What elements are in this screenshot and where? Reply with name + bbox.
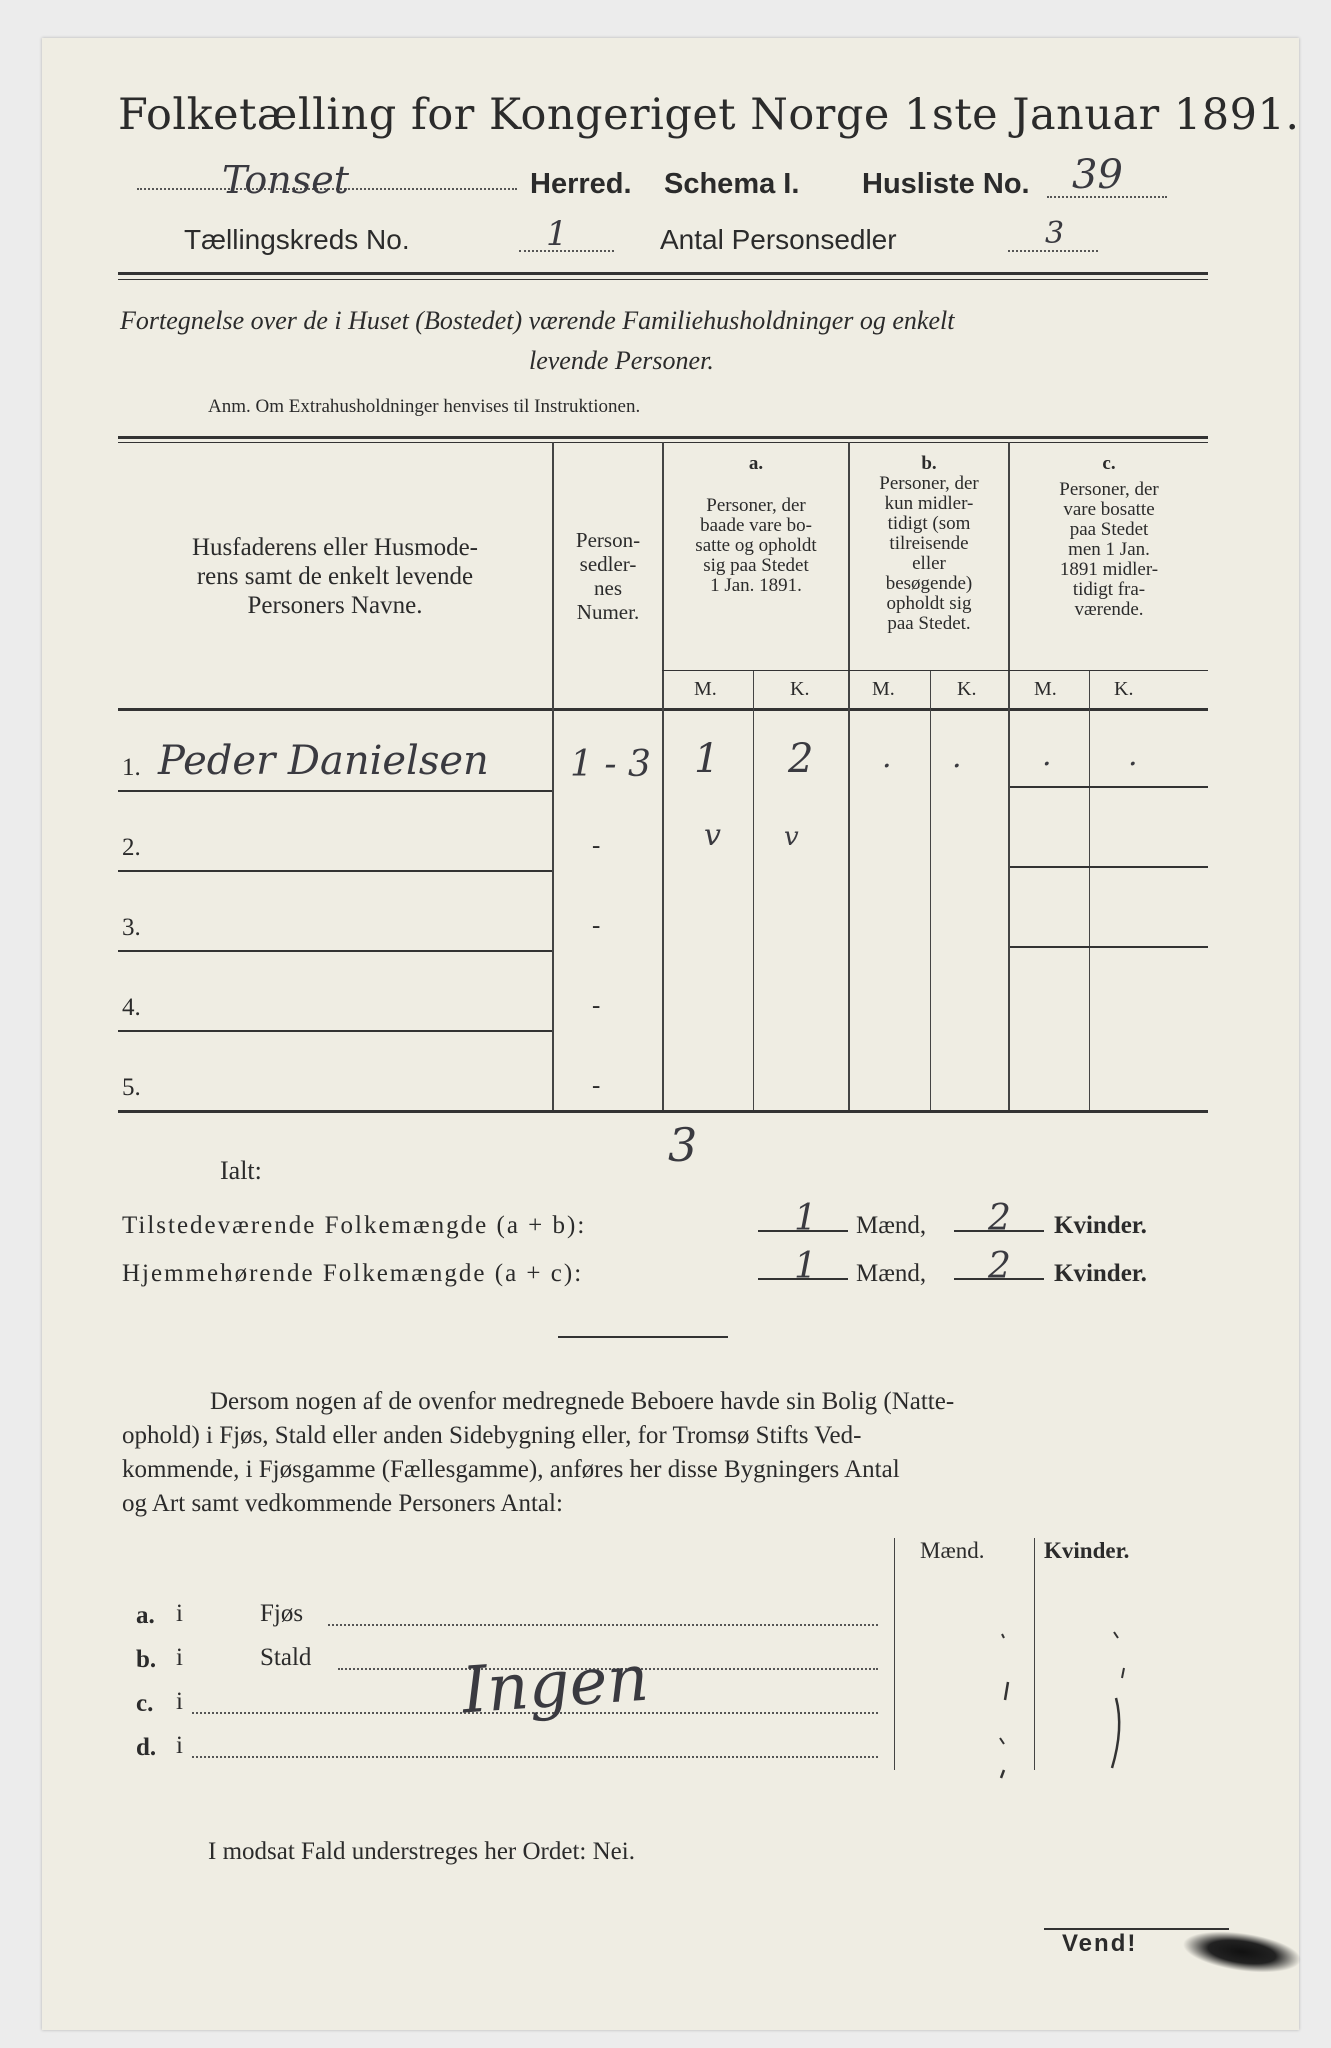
row-2-a-k: v (784, 822, 799, 852)
c-k-label: K. (1114, 678, 1134, 700)
intro-line-2: levende Personer. (529, 346, 714, 375)
bottom-handwritten-ingen: Ingen (459, 1641, 651, 1729)
personsedler-label: Antal Personsedler (660, 224, 897, 255)
bottom-note: I modsat Fald understreges her Ordet: Nei. (208, 1838, 635, 1865)
anm-note: Anm. Om Extrahusholdninger henvises til Instruktionen. (208, 396, 641, 417)
herred-value: Tonset (222, 158, 350, 202)
row-line-c3 (1010, 946, 1208, 948)
tilst-k-value: 2 (988, 1198, 1011, 1239)
schema-label: Schema I. (664, 168, 800, 200)
husliste-value: 39 (1072, 152, 1123, 198)
bottom-row-d-i: i (176, 1732, 183, 1759)
a-m-label: M. (694, 678, 717, 700)
kreds-label: Tællingskreds No. (184, 224, 410, 255)
row-2-a-m: v (704, 818, 721, 853)
mk-row-rule (662, 670, 1208, 671)
table-bottom-rule (118, 1110, 1208, 1113)
vend-label: Vend! (1062, 1930, 1138, 1957)
tilst-m-value: 1 (794, 1198, 817, 1239)
ialt-label: Ialt: (220, 1156, 262, 1185)
b-m-label: M. (872, 678, 895, 700)
c-m-label: M. (1034, 678, 1057, 700)
row-1-b-m: . (882, 740, 892, 775)
bottom-row-a-label: Fjøs (260, 1600, 304, 1627)
bottom-para-1: Dersom nogen af de ovenfor medregnede Beboere havde sin Bolig (Natte- (210, 1388, 955, 1415)
personsedler-value: 3 (1045, 216, 1065, 251)
row-1-number: 1. (122, 754, 141, 781)
row-3-num: - (592, 912, 601, 939)
row-1-name: Peder Danielsen (158, 738, 489, 784)
row-line-4 (118, 1030, 552, 1032)
row-5-number: 5. (122, 1074, 141, 1101)
row-4-num: - (592, 992, 601, 1019)
kreds-value: 1 (546, 214, 568, 254)
row-2-number: 2. (122, 834, 141, 861)
bottom-para-3: kommende, i Fjøsgamme (Fællesgamme), anføres her disse Bygningers Antal (122, 1456, 900, 1483)
col-divider-a-mk (753, 670, 754, 1110)
row-1-num: 1 - 3 (570, 744, 651, 785)
col-divider-c-mk (1089, 670, 1090, 1110)
col-header-num: Person- sedler- nes Numer. (575, 528, 641, 624)
census-form-page (42, 38, 1299, 2030)
bottom-row-d-dots (192, 1756, 878, 1758)
row-1-a-m: 1 (694, 736, 720, 782)
bottom-row-b-letter: b. (136, 1646, 157, 1673)
hjem-maend: Mænd, (856, 1260, 927, 1287)
bottom-para-2: ophold) i Fjøs, Stald eller anden Sidebygning eller, for Tromsø Stifts Ved- (122, 1422, 862, 1449)
bottom-row-a-i: i (176, 1600, 183, 1627)
bottom-row-a-dots (328, 1624, 878, 1626)
b-k-label: K. (957, 678, 977, 700)
col-divider-b-mk (930, 670, 931, 1110)
bottom-row-b-label: Stald (260, 1644, 312, 1671)
bottom-col-kvinder: Kvinder. (1044, 1538, 1130, 1563)
hjem-k-value: 2 (988, 1246, 1011, 1287)
row-line-c1 (1010, 786, 1208, 788)
bottom-row-d-letter: d. (136, 1734, 157, 1761)
header-rule-top (118, 272, 1208, 275)
bottom-divider-1 (894, 1538, 895, 1770)
bottom-para-4: og Art samt vedkommende Personers Antal: (122, 1490, 563, 1517)
tilst-label: Tilstedeværende Folkemængde (a + b): (122, 1212, 587, 1239)
a-k-label: K. (790, 678, 810, 700)
intro-line-1: Fortegnelse over de i Huset (Bostedet) værende Familiehusholdninger og enkelt (120, 306, 955, 335)
table-top-rule (118, 436, 1208, 439)
bottom-tally-marks (932, 1628, 1152, 1788)
col-header-name: Husfaderens eller Husmode- rens samt de enkelt levende Personers Navne. (191, 534, 478, 619)
col-header-b: b. Personer, der kun midler- tidigt (som tilreisende eller besøgende) opholdt sig paa Stedet. (879, 453, 979, 634)
bottom-row-a-letter: a. (136, 1602, 155, 1629)
row-1-c-m: . (1042, 738, 1052, 773)
ialt-value: 3 (668, 1118, 698, 1172)
col-header-c: c. Personer, der vare bosatte paa Stedet men 1 Jan. 1891 midler- tidigt fra- værende. (1059, 453, 1159, 620)
hjem-label: Hjemmehørende Folkemængde (a + c): (122, 1260, 584, 1287)
hjem-m-value: 1 (794, 1246, 817, 1287)
row-line-1 (118, 790, 552, 792)
herred-label: Herred. (530, 168, 632, 200)
row-3-number: 3. (122, 914, 141, 941)
tilst-maend: Mænd, (856, 1212, 927, 1239)
row-line-c2 (1010, 866, 1208, 868)
row-1-a-k: 2 (788, 736, 814, 782)
row-1-b-k: . (952, 740, 962, 775)
section-divider (558, 1336, 728, 1338)
tilst-kvinder: Kvinder. (1054, 1212, 1147, 1239)
header-rule-bottom (118, 279, 1208, 280)
col-header-a: a. Personer, der baade vare bo- satte og opholdt sig paa Stedet 1 Jan. 1891. (695, 453, 817, 596)
ink-smudge (1180, 1925, 1304, 1979)
bottom-row-c-letter: c. (136, 1690, 154, 1717)
row-1-c-k: . (1128, 738, 1138, 773)
bottom-row-c-i: i (176, 1688, 183, 1715)
row-2-num: - (592, 832, 601, 859)
bottom-col-maend: Mænd. (920, 1538, 985, 1563)
bottom-row-b-i: i (176, 1644, 183, 1671)
husliste-label: Husliste No. (862, 168, 1030, 200)
row-5-num: - (592, 1072, 601, 1099)
form-title: Folketælling for Kongeriget Norge 1ste Januar 1891. (118, 90, 1300, 140)
row-line-3 (118, 950, 552, 952)
hjem-kvinder: Kvinder. (1054, 1260, 1147, 1287)
row-4-number: 4. (122, 994, 141, 1021)
row-line-2 (118, 870, 552, 872)
